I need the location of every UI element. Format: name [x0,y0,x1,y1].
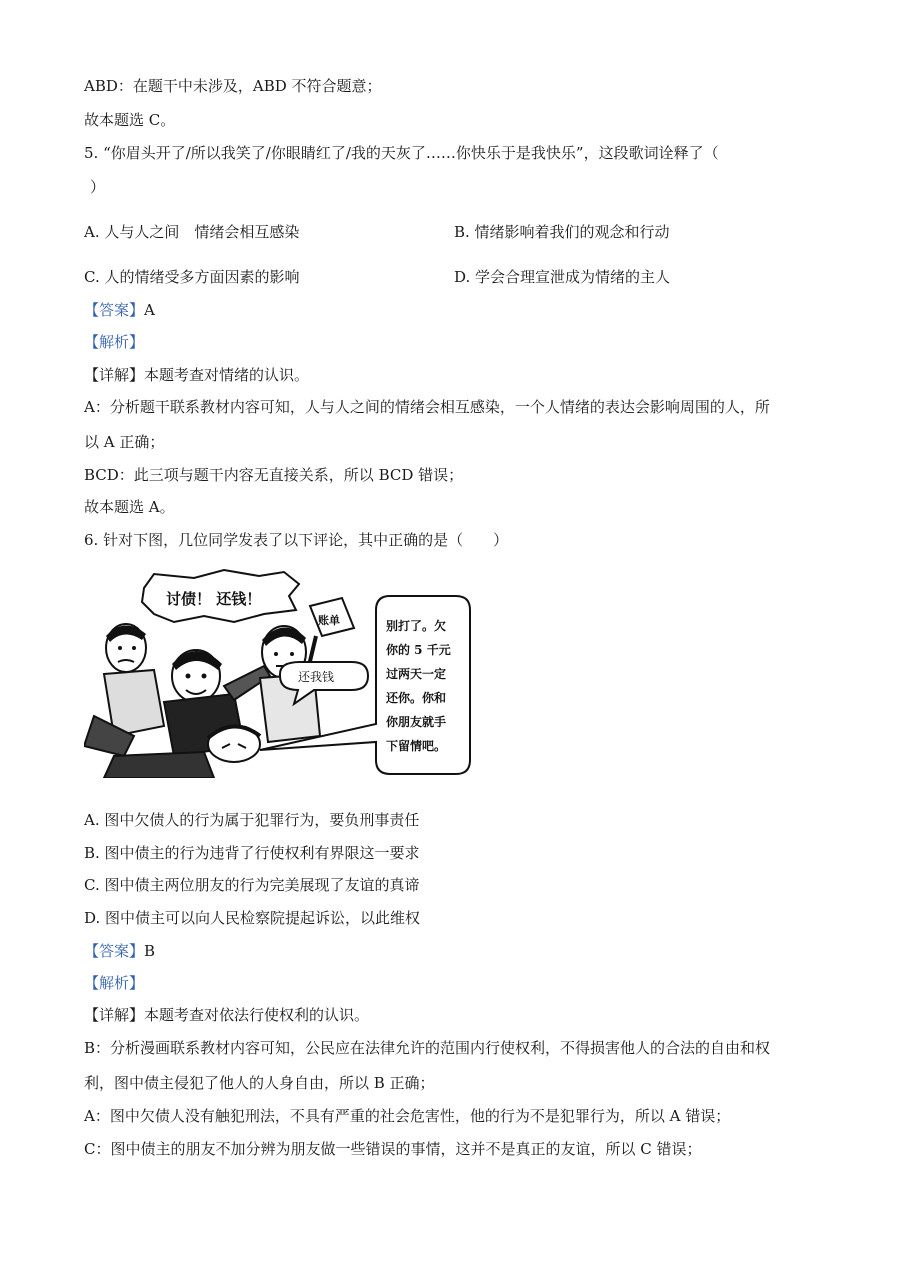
small-speech-text: 还我钱 [298,670,335,684]
q6-answer [84,941,155,961]
shout-text: 讨债！ 还钱！ [166,590,262,608]
answer-value: B [144,942,156,960]
right-eye [274,652,278,656]
left-eye [132,646,136,650]
right-eye [290,652,294,656]
bill-tag: 账单 [318,614,340,627]
q6-option-b: B. 图中债主的行为违背了行使权利有界限这一要求 [84,844,420,862]
big-speech-line: 下留情吧。 [386,739,447,753]
q5-answer [84,300,155,320]
cartoon-svg [84,566,472,778]
q5-explanation-2: 以 A 正确； [84,433,165,451]
q5-stem-end: ） [90,178,106,196]
q5-explanation-3: BCD：此三项与题干内容无直接关系，所以 BCD 错误； [84,466,464,484]
line-conclusion-c: 故本题选 C。 [84,111,176,129]
q6-explanation-3: A：图中欠债人没有触犯刑法，不具有严重的社会危害性，他的行为不是犯罪行为，所以 A 错误； [84,1107,731,1125]
big-speech-line: 你朋友就手 [386,715,447,729]
q5-option-c: C. 人的情绪受多方面因素的影响 [84,268,300,286]
q6-option-d: D. 图中债主可以向人民检察院提起诉讼，以此维权 [84,909,421,927]
big-speech-line: 还你。你和 [386,691,447,705]
big-speech-line: 过两天一定 [386,667,447,681]
q5-option-d: D. 学会合理宣泄成为情绪的主人 [454,268,671,286]
q6-detail: 【详解】本题考查对依法行使权利的认识。 [84,1006,370,1024]
big-speech-line: 别打了。欠 [386,619,447,633]
center-eye [202,674,207,679]
answer-value: A [144,301,155,319]
q5-explanation-1: A：分析题干联系教材内容可知，人与人之间的情绪会相互感染，一个人情绪的表达会影响周围的人，所 [84,398,770,416]
q5-analysis-tag: 【解析】 [84,333,145,351]
q6-option-a: A. 图中欠债人的行为属于犯罪行为，要负刑事责任 [84,811,420,829]
q5-option-b: B. 情绪影响着我们的观念和行动 [454,223,670,241]
q6-stem: 6. 针对下图，几位同学发表了以下评论，其中正确的是（ ） [84,531,509,549]
debtor-body [104,752,214,778]
center-eye [186,674,191,679]
q5-explanation-4: 故本题选 A。 [84,498,175,516]
q6-explanation-4: C：图中债主的朋友不加分辨为朋友做一些错误的事情，这并不是真正的友谊，所以 C 错误； [84,1140,702,1158]
big-speech-line: 你的 5 千元 [386,643,451,657]
answer-tag: 【答案】 [84,942,145,960]
q5-option-a: A. 人与人之间 情绪会相互感染 [84,223,300,241]
q6-explanation-1: B：分析漫画联系教材内容可知，公民应在法律允许的范围内行使权利，不得损害他人的合法的自由和权 [84,1039,771,1057]
line-abd: ABD：在题干中未涉及，ABD 不符合题意； [84,77,382,95]
left-eye [118,646,122,650]
q6-explanation-2: 利，图中债主侵犯了他人的人身自由，所以 B 正确； [84,1074,435,1092]
q6-option-c: C. 图中债主两位朋友的行为完美展现了友谊的真谛 [84,876,420,894]
q5-stem: 5. “你眉头开了/所以我笑了/你眼睛红了/我的天灰了……你快乐于是我快乐”，这段歌词诠释了（ [84,144,719,162]
q5-detail: 【详解】本题考查对情绪的认识。 [84,366,310,384]
q6-analysis-tag: 【解析】 [84,974,145,992]
debt-cartoon [84,566,472,778]
answer-tag: 【答案】 [84,301,145,319]
